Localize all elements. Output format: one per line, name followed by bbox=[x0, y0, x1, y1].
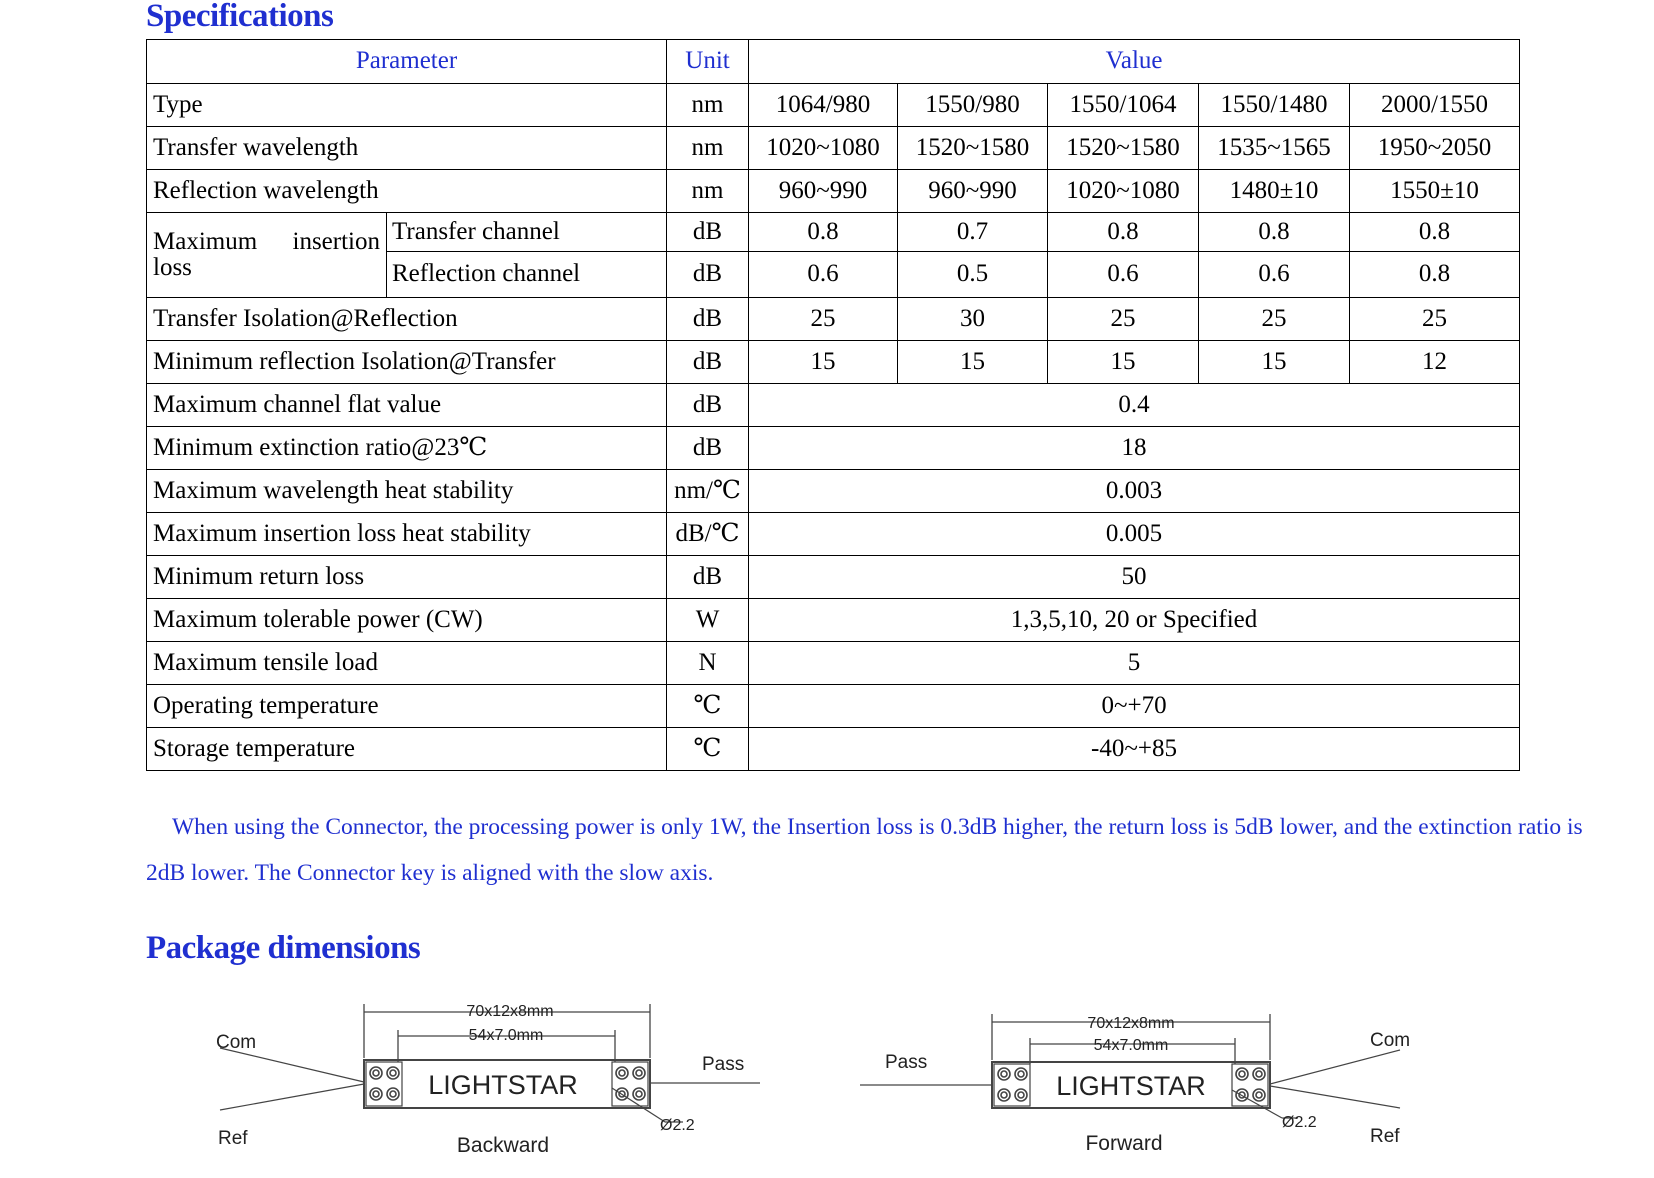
header-parameter: Parameter bbox=[147, 40, 667, 84]
param-label: Transfer Isolation@Reflection bbox=[147, 298, 667, 341]
forward-brand: LIGHTSTAR bbox=[1056, 1071, 1206, 1101]
value-cell: 1950~2050 bbox=[1350, 127, 1520, 170]
value-cell: 1480±10 bbox=[1199, 170, 1350, 213]
value-cell: 12 bbox=[1350, 341, 1520, 384]
connector-note: When using the Connector, the processing power is only 1W, the Insertion loss is 0.3dB higher, the return loss is 5dB lower, and the extinction ratio is 2dB lower. The Connector key is aligned with the slow axis. bbox=[146, 814, 1583, 886]
param-label: Maximum insertion loss heat stability bbox=[147, 513, 667, 556]
param-label: Maximum tolerable power (CW) bbox=[147, 599, 667, 642]
table-row bbox=[147, 470, 1520, 513]
reflection-channel-label: Reflection channel bbox=[387, 252, 667, 298]
value-cell: 25 bbox=[1199, 298, 1350, 341]
table-row bbox=[147, 513, 1520, 556]
unit-cell: ℃ bbox=[667, 728, 749, 771]
value-cell: 1020~1080 bbox=[749, 127, 898, 170]
value-cell: 25 bbox=[749, 298, 898, 341]
value-cell: 1550/980 bbox=[898, 84, 1048, 127]
unit-cell: dB/℃ bbox=[667, 513, 749, 556]
forward-ref-label: Ref bbox=[1370, 1126, 1400, 1147]
value-cell: 1550/1064 bbox=[1048, 84, 1199, 127]
backward-inner-dim: 54x7.0mm bbox=[468, 1027, 544, 1044]
unit-cell: dB bbox=[667, 252, 749, 298]
param-label: Minimum extinction ratio@23℃ bbox=[147, 427, 667, 470]
value-cell: 15 bbox=[1199, 341, 1350, 384]
table-row-max-il-transfer bbox=[147, 213, 1520, 252]
value-cell: 18 bbox=[749, 427, 1520, 470]
value-cell: 50 bbox=[749, 556, 1520, 599]
unit-cell: nm bbox=[667, 84, 749, 127]
param-label: Reflection wavelength bbox=[147, 170, 667, 213]
table-row bbox=[147, 556, 1520, 599]
value-cell: 5 bbox=[749, 642, 1520, 685]
table-row-transfer-isolation bbox=[147, 298, 1520, 341]
com-fiber bbox=[1270, 1050, 1400, 1084]
table-row bbox=[147, 599, 1520, 642]
unit-cell: dB bbox=[667, 341, 749, 384]
backward-com-label: Com bbox=[216, 1032, 257, 1053]
unit-cell: nm/℃ bbox=[667, 470, 749, 513]
header-row bbox=[147, 40, 1520, 84]
forward-pass-label: Pass bbox=[885, 1052, 928, 1073]
unit-cell: dB bbox=[667, 427, 749, 470]
unit-cell: dB bbox=[667, 298, 749, 341]
forward-diameter: Ø2.2 bbox=[1282, 1114, 1317, 1131]
backward-ref-label: Ref bbox=[218, 1128, 248, 1149]
value-cell: 25 bbox=[1048, 298, 1199, 341]
param-label: Minimum reflection Isolation@Transfer bbox=[147, 341, 667, 384]
table-row-reflection-wavelength bbox=[147, 170, 1520, 213]
ref-fiber bbox=[220, 1084, 364, 1110]
unit-cell: nm bbox=[667, 127, 749, 170]
forward-caption: Forward bbox=[1085, 1132, 1163, 1155]
table-row bbox=[147, 685, 1520, 728]
param-label: Operating temperature bbox=[147, 685, 667, 728]
value-cell: -40~+85 bbox=[749, 728, 1520, 771]
table-row bbox=[147, 384, 1520, 427]
unit-cell: dB bbox=[667, 384, 749, 427]
package-dimensions-heading: Package dimensions bbox=[146, 930, 421, 966]
unit-cell: dB bbox=[667, 556, 749, 599]
table-row-min-reflection-isolation bbox=[147, 341, 1520, 384]
com-fiber bbox=[220, 1048, 364, 1082]
table-row bbox=[147, 642, 1520, 685]
value-cell: 15 bbox=[898, 341, 1048, 384]
value-cell: 2000/1550 bbox=[1350, 84, 1520, 127]
value-cell: 0.7 bbox=[898, 213, 1048, 252]
table-row bbox=[147, 728, 1520, 771]
unit-cell: dB bbox=[667, 213, 749, 252]
value-cell: 0.6 bbox=[1048, 252, 1199, 298]
value-cell: 30 bbox=[898, 298, 1048, 341]
param-label: Maximum wavelength heat stability bbox=[147, 470, 667, 513]
max-insertion-loss-label: Maximum insertion loss bbox=[147, 213, 387, 298]
header-value: Value bbox=[749, 40, 1520, 84]
value-cell: 15 bbox=[1048, 341, 1199, 384]
package-dimension-diagrams bbox=[0, 970, 1654, 1178]
forward-outer-dim: 70x12x8mm bbox=[1087, 1015, 1175, 1032]
specifications-heading: Specifications bbox=[146, 0, 334, 34]
value-cell: 0.8 bbox=[1048, 213, 1199, 252]
unit-cell: N bbox=[667, 642, 749, 685]
value-cell: 0.8 bbox=[1350, 213, 1520, 252]
value-cell: 0~+70 bbox=[749, 685, 1520, 728]
ref-fiber bbox=[1270, 1086, 1400, 1108]
value-cell: 0.6 bbox=[749, 252, 898, 298]
value-cell: 960~990 bbox=[749, 170, 898, 213]
unit-cell: W bbox=[667, 599, 749, 642]
value-cell: 1520~1580 bbox=[1048, 127, 1199, 170]
backward-caption: Backward bbox=[456, 1134, 550, 1157]
backward-pass-label: Pass bbox=[702, 1054, 745, 1075]
backward-diagram bbox=[220, 1004, 760, 1122]
backward-brand: LIGHTSTAR bbox=[428, 1070, 578, 1100]
table-row-type bbox=[147, 84, 1520, 127]
value-cell: 0.8 bbox=[1199, 213, 1350, 252]
param-label: Maximum tensile load bbox=[147, 642, 667, 685]
value-cell: 0.005 bbox=[749, 513, 1520, 556]
value-cell: 0.8 bbox=[1350, 252, 1520, 298]
specifications-table bbox=[146, 39, 1520, 771]
value-cell: 1520~1580 bbox=[898, 127, 1048, 170]
value-cell: 960~990 bbox=[898, 170, 1048, 213]
table-row bbox=[147, 427, 1520, 470]
param-label: Transfer wavelength bbox=[147, 127, 667, 170]
param-label: Type bbox=[147, 84, 667, 127]
forward-inner-dim: 54x7.0mm bbox=[1093, 1037, 1169, 1054]
value-cell: 1550/1480 bbox=[1199, 84, 1350, 127]
value-cell: 0.003 bbox=[749, 470, 1520, 513]
header-unit: Unit bbox=[667, 40, 749, 84]
unit-cell: ℃ bbox=[667, 685, 749, 728]
forward-com-label: Com bbox=[1370, 1030, 1411, 1051]
transfer-channel-label: Transfer channel bbox=[387, 213, 667, 252]
value-cell: 1020~1080 bbox=[1048, 170, 1199, 213]
value-cell: 0.6 bbox=[1199, 252, 1350, 298]
value-cell: 25 bbox=[1350, 298, 1520, 341]
value-cell: 1535~1565 bbox=[1199, 127, 1350, 170]
value-cell: 0.4 bbox=[749, 384, 1520, 427]
value-cell: 0.8 bbox=[749, 213, 898, 252]
value-cell: 1064/980 bbox=[749, 84, 898, 127]
value-cell: 0.5 bbox=[898, 252, 1048, 298]
value-cell: 1,3,5,10, 20 or Specified bbox=[749, 599, 1520, 642]
param-label: Maximum channel flat value bbox=[147, 384, 667, 427]
value-cell: 1550±10 bbox=[1350, 170, 1520, 213]
backward-diameter: Ø2.2 bbox=[660, 1117, 695, 1134]
unit-cell: nm bbox=[667, 170, 749, 213]
param-label: Storage temperature bbox=[147, 728, 667, 771]
backward-outer-dim: 70x12x8mm bbox=[466, 1003, 554, 1020]
table-row-transfer-wavelength bbox=[147, 127, 1520, 170]
param-label: Minimum return loss bbox=[147, 556, 667, 599]
value-cell: 15 bbox=[749, 341, 898, 384]
